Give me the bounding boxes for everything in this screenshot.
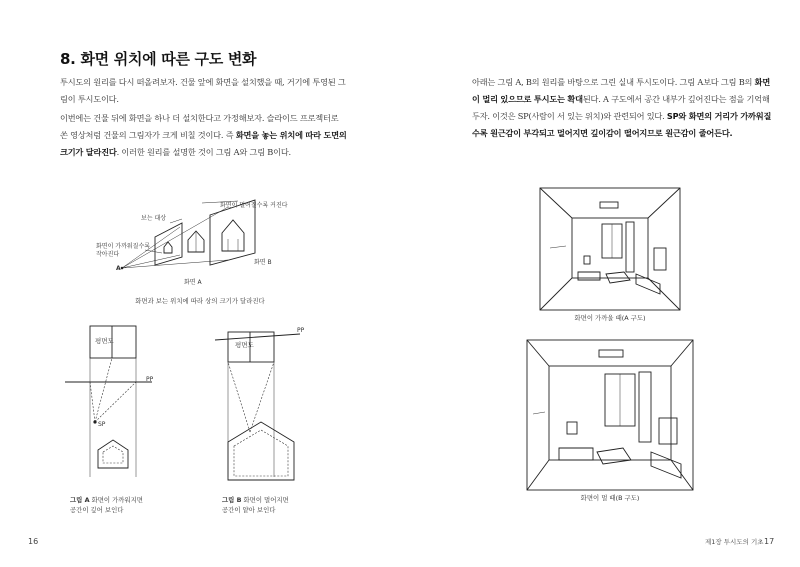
- para2-bold: 화면을 놓는 위치에 따라 도면의 크기가 달라진다: [60, 130, 347, 157]
- label-near: 화면이 가까워질수록 작아진다: [96, 243, 151, 258]
- figa-caption: [70, 495, 160, 515]
- label-screen-b: 화면 B: [254, 259, 272, 266]
- label-a: A: [116, 265, 121, 272]
- explanation-paragraph: [60, 110, 348, 161]
- figb-caption-bold: 그림 B: [222, 496, 242, 504]
- para2-text-a: 이번에는 건물 뒤에 화면을 하나 더 설치한다고 가정해보자. 슬라이드 프로젝터로 쏜 영상처럼 건물의 그림자가 크게 비칠 것이다. 즉: [60, 113, 339, 140]
- figure-a-drawing: [60, 322, 160, 492]
- section-title: 8. 화면 위치에 따른 구도 변화: [60, 50, 257, 68]
- figb-caption-2: 공간이 얕아 보인다: [222, 506, 276, 514]
- caption-sketch-b: 화면이 멀 때(B 구도): [580, 494, 640, 502]
- figb-pp-label: PP: [297, 327, 305, 334]
- figa-caption-1: 화면이 가까워지면: [89, 496, 143, 504]
- label-object: 보는 대상: [141, 215, 167, 222]
- diagram1-caption: 화면과 보는 위치에 따라 상의 크기가 달라진다: [135, 297, 265, 305]
- figb-caption-1: 화면이 멀어지면: [241, 496, 289, 504]
- figure-b-drawing: [210, 322, 310, 492]
- label-far: 화면이 멀어질수록 커진다: [220, 202, 288, 209]
- interior-sketch-a: [540, 188, 680, 310]
- figa-caption-2: 공간이 깊어 보인다: [70, 506, 124, 514]
- caption-sketch-a: 화면이 가까울 때(A 구도): [574, 314, 646, 322]
- page-number-left: 16: [28, 537, 39, 546]
- right-para-b: 화면이 멀리 있으므로 투시도는 확대: [472, 77, 771, 104]
- figa-plan-label: 평면도: [95, 337, 114, 345]
- page-number-right: 17: [764, 537, 775, 546]
- right-para-d: SP와 화면의 거리가 가까워질수록 원근감이 부각되고 멀어지면 깊이감이 떨어지므로 원근감이 줄어든다.: [472, 111, 772, 138]
- right-page: [400, 0, 800, 567]
- figa-sp-label: SP: [98, 421, 106, 428]
- interior-sketch-b: [527, 340, 693, 490]
- right-para-a: 아래는 그림 A, B의 원리를 바탕으로 그린 실내 투시도이다. 그림 A보다 그림 B의: [472, 77, 755, 87]
- label-screen-a: 화면 A: [184, 279, 202, 286]
- para2-text-c: . 이러한 원리를 설명한 것이 그림 A와 그림 B이다.: [116, 147, 291, 157]
- figb-plan-label: 평면도: [235, 341, 254, 349]
- right-paragraph: [472, 74, 772, 142]
- para1-text: 투시도의 원리를 다시 떠올려보자. 건물 앞에 화면을 설치했을 때, 거기에 투영된 그림이 투시도이다.: [60, 77, 346, 104]
- intro-paragraph: [60, 74, 348, 108]
- running-head: 제1장 투시도의 기초: [705, 538, 764, 546]
- figb-caption: [222, 495, 312, 515]
- right-para-c: 된다. A 구도에서 공간 내부가 깊어진다는 점을 기억해두자. 이것은 SP(사람이 서 있는 위치)와 관련되어 있다.: [472, 94, 770, 121]
- figa-pp-label: PP: [146, 376, 154, 383]
- figa-caption-bold: 그림 A: [70, 496, 90, 504]
